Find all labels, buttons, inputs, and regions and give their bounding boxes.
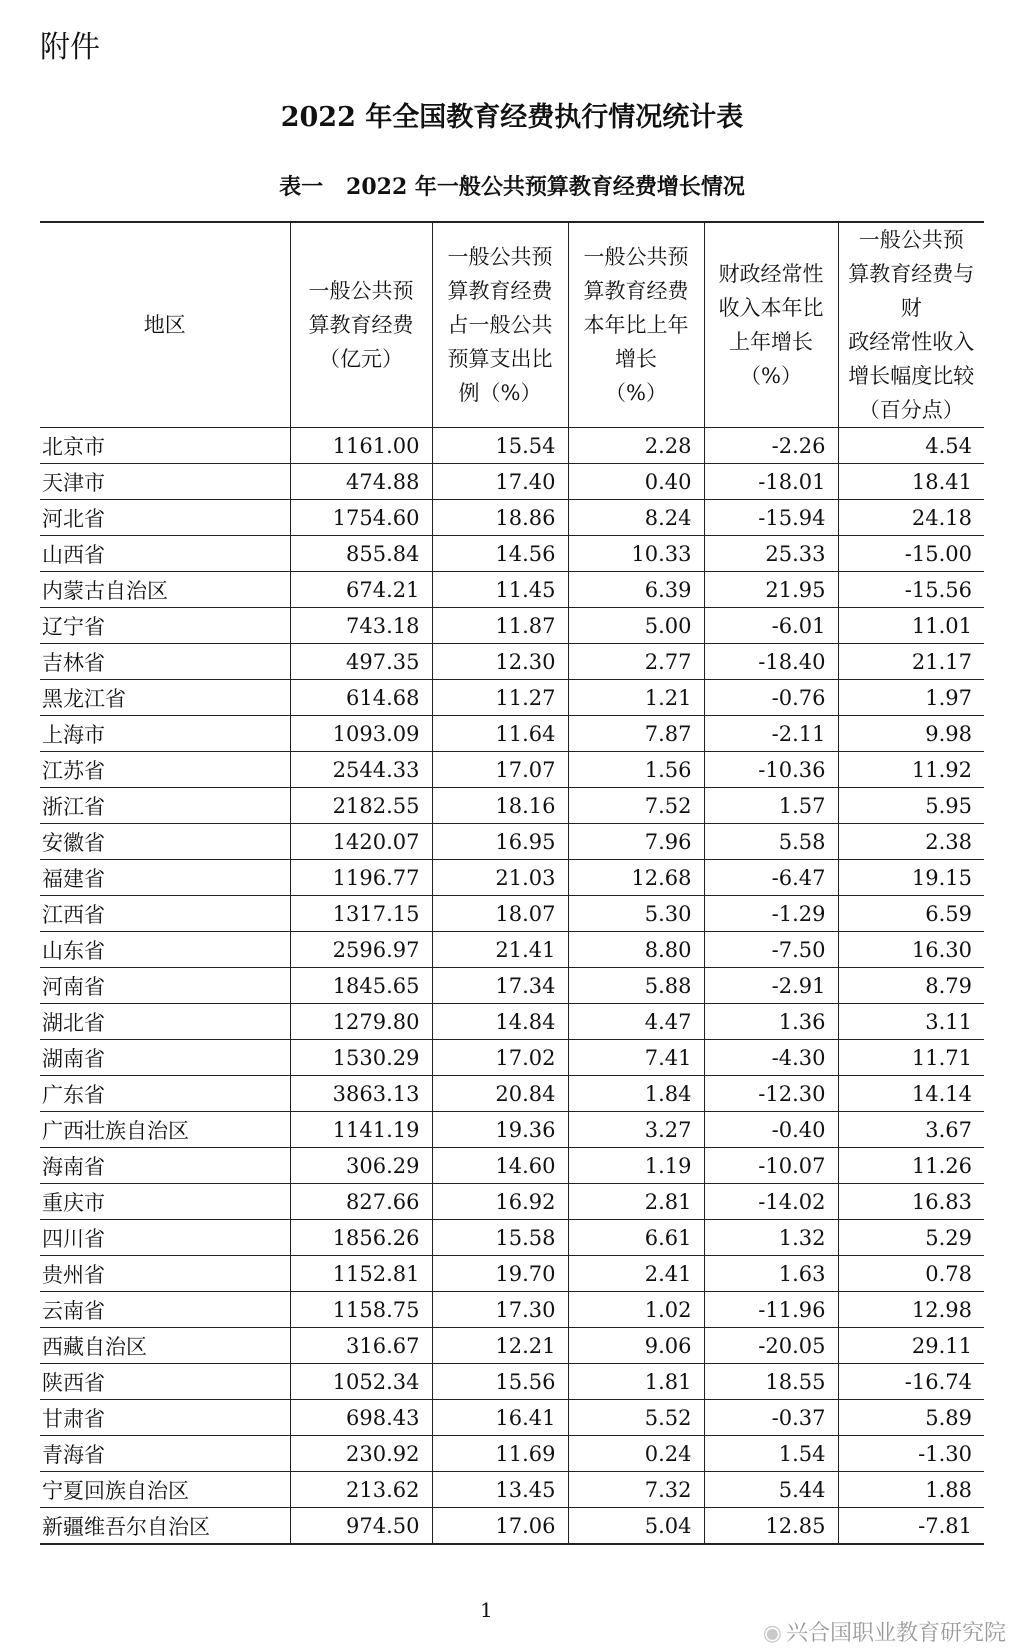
cell-budget-share: 15.56 (432, 1364, 568, 1400)
cell-growth-difference: 24.18 (838, 500, 984, 536)
cell-growth-difference: 4.54 (838, 428, 984, 464)
cell-budget-growth: 0.40 (568, 464, 704, 500)
cell-budget-growth: 2.77 (568, 644, 704, 680)
education-funding-table (40, 221, 984, 1545)
cell-revenue-growth: 21.95 (704, 572, 838, 608)
table-row (40, 536, 984, 572)
cell-revenue-growth: -4.30 (704, 1040, 838, 1076)
cell-revenue-growth: -18.40 (704, 644, 838, 680)
cell-growth-difference: 11.01 (838, 608, 984, 644)
cell-growth-difference: 21.17 (838, 644, 984, 680)
cell-growth-difference: 11.92 (838, 752, 984, 788)
cell-education-budget: 1420.07 (290, 824, 432, 860)
cell-budget-growth: 6.39 (568, 572, 704, 608)
cell-budget-growth: 2.81 (568, 1184, 704, 1220)
table-row (40, 1256, 984, 1292)
cell-budget-growth: 2.28 (568, 428, 704, 464)
watermark (763, 1616, 1006, 1647)
cell-region: 江苏省 (40, 752, 290, 788)
cell-region: 陕西省 (40, 1364, 290, 1400)
cell-budget-growth: 5.88 (568, 968, 704, 1004)
cell-budget-share: 20.84 (432, 1076, 568, 1112)
cell-budget-growth: 1.21 (568, 680, 704, 716)
cell-education-budget: 1052.34 (290, 1364, 432, 1400)
cell-budget-growth: 10.33 (568, 536, 704, 572)
table-row (40, 932, 984, 968)
cell-region: 广西壮族自治区 (40, 1112, 290, 1148)
cell-growth-difference: -16.74 (838, 1364, 984, 1400)
cell-budget-growth: 1.56 (568, 752, 704, 788)
header-budget-growth: 一般公共预 算教育经费 本年比上年 增长 （%） (568, 222, 704, 428)
cell-region: 浙江省 (40, 788, 290, 824)
cell-region: 内蒙古自治区 (40, 572, 290, 608)
table-row (40, 428, 984, 464)
table-row (40, 1184, 984, 1220)
cell-revenue-growth: -6.01 (704, 608, 838, 644)
header-revenue-growth: 财政经常性 收入本年比 上年增长 （%） (704, 222, 838, 428)
cell-revenue-growth: -2.11 (704, 716, 838, 752)
cell-revenue-growth: -0.76 (704, 680, 838, 716)
cell-growth-difference: 19.15 (838, 860, 984, 896)
cell-revenue-growth: -2.91 (704, 968, 838, 1004)
cell-region: 新疆维吾尔自治区 (42, 1514, 210, 1539)
cell-revenue-growth: 1.63 (704, 1256, 838, 1292)
cell-budget-share: 11.69 (432, 1436, 568, 1472)
cell-budget-share: 12.30 (432, 644, 568, 680)
cell-growth-difference: 0.78 (838, 1256, 984, 1292)
cell-budget-growth: 5.04 (568, 1508, 704, 1545)
cell-revenue-growth: -18.01 (704, 464, 838, 500)
cell-budget-growth: 7.87 (568, 716, 704, 752)
cell-budget-share: 14.60 (432, 1148, 568, 1184)
cell-growth-difference: 18.41 (838, 464, 984, 500)
cell-budget-growth: 1.81 (568, 1364, 704, 1400)
cell-budget-growth: 8.80 (568, 932, 704, 968)
cell-budget-share: 18.86 (432, 500, 568, 536)
cell-budget-growth: 5.00 (568, 608, 704, 644)
cell-budget-growth: 3.27 (568, 1112, 704, 1148)
cell-revenue-growth: 1.57 (704, 788, 838, 824)
cell-revenue-growth: -20.05 (704, 1328, 838, 1364)
cell-region: 上海市 (40, 716, 290, 752)
cell-growth-difference: 12.98 (838, 1292, 984, 1328)
cell-budget-share: 14.56 (432, 536, 568, 572)
cell-education-budget: 213.62 (290, 1472, 432, 1508)
cell-education-budget: 855.84 (290, 536, 432, 572)
cell-region: 海南省 (40, 1148, 290, 1184)
cell-region: 安徽省 (40, 824, 290, 860)
cell-budget-growth: 1.02 (568, 1292, 704, 1328)
weibo-icon: ◉ (762, 1621, 782, 1646)
cell-budget-growth: 9.06 (568, 1328, 704, 1364)
cell-budget-share: 18.16 (432, 788, 568, 824)
cell-region: 湖北省 (40, 1004, 290, 1040)
cell-education-budget: 1754.60 (290, 500, 432, 536)
cell-region: 重庆市 (40, 1184, 290, 1220)
table-row (40, 1076, 984, 1112)
cell-budget-share: 17.34 (432, 968, 568, 1004)
table-row (40, 1004, 984, 1040)
cell-region: 四川省 (40, 1220, 290, 1256)
table-row (40, 1112, 984, 1148)
cell-growth-difference: 11.71 (838, 1040, 984, 1076)
cell-budget-growth: 4.47 (568, 1004, 704, 1040)
cell-education-budget: 1161.00 (290, 428, 432, 464)
cell-revenue-growth: -14.02 (704, 1184, 838, 1220)
cell-budget-growth: 5.52 (568, 1400, 704, 1436)
cell-region: 广东省 (40, 1076, 290, 1112)
table-row (40, 680, 984, 716)
header-region: 地区 (40, 222, 290, 428)
cell-revenue-growth: 1.36 (704, 1004, 838, 1040)
table-row (40, 1472, 984, 1508)
cell-revenue-growth: -10.07 (704, 1148, 838, 1184)
cell-region: 辽宁省 (40, 608, 290, 644)
cell-education-budget: 698.43 (290, 1400, 432, 1436)
cell-budget-share: 17.07 (432, 752, 568, 788)
cell-revenue-growth: -1.29 (704, 896, 838, 932)
watermark-text: 兴合国职业教育研究院 (785, 1621, 1006, 1646)
cell-budget-share: 21.03 (432, 860, 568, 896)
cell-budget-share: 11.45 (432, 572, 568, 608)
cell-education-budget: 743.18 (290, 608, 432, 644)
cell-budget-growth: 7.96 (568, 824, 704, 860)
cell-revenue-growth: 1.32 (704, 1220, 838, 1256)
cell-region: 河南省 (40, 968, 290, 1004)
cell-growth-difference: 2.38 (838, 824, 984, 860)
table-row (40, 1040, 984, 1076)
cell-budget-share: 19.36 (432, 1112, 568, 1148)
cell-region: 云南省 (40, 1292, 290, 1328)
cell-education-budget: 2182.55 (290, 788, 432, 824)
table-row (40, 500, 984, 536)
table-row (40, 644, 984, 680)
cell-education-budget: 474.88 (290, 464, 432, 500)
cell-budget-share: 17.30 (432, 1292, 568, 1328)
cell-growth-difference: -1.30 (838, 1436, 984, 1472)
cell-growth-difference: -15.56 (838, 572, 984, 608)
cell-education-budget: 1856.26 (290, 1220, 432, 1256)
cell-budget-share: 12.21 (432, 1328, 568, 1364)
cell-growth-difference: 3.11 (838, 1004, 984, 1040)
cell-budget-share: 21.41 (432, 932, 568, 968)
cell-region: 山东省 (40, 932, 290, 968)
table-subtitle: 表一 2022 年一般公共预算教育经费增长情况 (279, 174, 745, 200)
cell-budget-share: 19.70 (432, 1256, 568, 1292)
cell-education-budget: 1196.77 (290, 860, 432, 896)
table-row (40, 896, 984, 932)
table-row (40, 716, 984, 752)
cell-budget-growth: 7.52 (568, 788, 704, 824)
cell-region: 山西省 (40, 536, 290, 572)
cell-budget-share: 15.54 (432, 428, 568, 464)
cell-growth-difference: 1.97 (838, 680, 984, 716)
cell-revenue-growth: -6.47 (704, 860, 838, 896)
cell-growth-difference: 5.29 (838, 1220, 984, 1256)
cell-budget-growth: 8.24 (568, 500, 704, 536)
header-budget-share: 一般公共预 算教育经费 占一般公共 预算支出比 例（%） (432, 222, 568, 428)
cell-budget-growth: 5.30 (568, 896, 704, 932)
table-row (40, 788, 984, 824)
cell-region: 北京市 (40, 428, 290, 464)
cell-region: 天津市 (40, 464, 290, 500)
page-number: 1 (480, 1598, 493, 1622)
cell-education-budget: 1530.29 (290, 1040, 432, 1076)
cell-region: 宁夏回族自治区 (40, 1472, 290, 1508)
table-row (40, 968, 984, 1004)
cell-education-budget: 674.21 (290, 572, 432, 608)
table-row (40, 1220, 984, 1256)
cell-growth-difference: 16.83 (838, 1184, 984, 1220)
cell-revenue-growth: 1.54 (704, 1436, 838, 1472)
cell-education-budget: 316.67 (290, 1328, 432, 1364)
cell-education-budget: 2544.33 (290, 752, 432, 788)
table-row (40, 1400, 984, 1436)
cell-education-budget: 974.50 (290, 1508, 432, 1545)
cell-growth-difference: 11.26 (838, 1148, 984, 1184)
cell-revenue-growth: -11.96 (704, 1292, 838, 1328)
table-row (40, 752, 984, 788)
table-row (40, 1436, 984, 1472)
cell-revenue-growth: 18.55 (704, 1364, 838, 1400)
cell-budget-share: 17.06 (432, 1508, 568, 1545)
cell-growth-difference: -7.81 (838, 1508, 984, 1545)
cell-budget-share: 16.92 (432, 1184, 568, 1220)
cell-region: 河北省 (40, 500, 290, 536)
cell-budget-share: 16.95 (432, 824, 568, 860)
cell-growth-difference: 8.79 (838, 968, 984, 1004)
cell-revenue-growth: -15.94 (704, 500, 838, 536)
cell-revenue-growth: -0.40 (704, 1112, 838, 1148)
table-row (40, 860, 984, 896)
cell-growth-difference: 16.30 (838, 932, 984, 968)
cell-budget-growth: 1.19 (568, 1148, 704, 1184)
cell-growth-difference: 29.11 (838, 1328, 984, 1364)
cell-budget-share: 13.45 (432, 1472, 568, 1508)
table-row (40, 464, 984, 500)
cell-revenue-growth: -12.30 (704, 1076, 838, 1112)
header-education-budget: 一般公共预 算教育经费 （亿元） (290, 222, 432, 428)
cell-region: 湖南省 (40, 1040, 290, 1076)
cell-education-budget: 614.68 (290, 680, 432, 716)
cell-budget-growth: 7.41 (568, 1040, 704, 1076)
cell-budget-growth: 0.24 (568, 1436, 704, 1472)
cell-education-budget: 1845.65 (290, 968, 432, 1004)
annex-label: 附件 (40, 30, 100, 65)
cell-education-budget: 1317.15 (290, 896, 432, 932)
cell-growth-difference: 5.89 (838, 1400, 984, 1436)
cell-region: 西藏自治区 (40, 1328, 290, 1364)
cell-education-budget: 827.66 (290, 1184, 432, 1220)
cell-region: 福建省 (40, 860, 290, 896)
cell-growth-difference: 14.14 (838, 1076, 984, 1112)
cell-budget-share: 18.07 (432, 896, 568, 932)
cell-revenue-growth: 25.33 (704, 536, 838, 572)
cell-growth-difference: 6.59 (838, 896, 984, 932)
cell-budget-share: 14.84 (432, 1004, 568, 1040)
cell-education-budget: 2596.97 (290, 932, 432, 968)
table-row (40, 824, 984, 860)
cell-education-budget: 1152.81 (290, 1256, 432, 1292)
cell-region: 甘肃省 (40, 1400, 290, 1436)
cell-growth-difference: -15.00 (838, 536, 984, 572)
cell-revenue-growth: 5.44 (704, 1472, 838, 1508)
table-header-row (40, 222, 984, 428)
table-row (40, 1328, 984, 1364)
cell-budget-growth: 1.84 (568, 1076, 704, 1112)
table-row (40, 608, 984, 644)
cell-education-budget: 497.35 (290, 644, 432, 680)
cell-budget-growth: 12.68 (568, 860, 704, 896)
cell-revenue-growth: 12.85 (704, 1508, 838, 1545)
cell-education-budget: 1279.80 (290, 1004, 432, 1040)
cell-growth-difference: 9.98 (838, 716, 984, 752)
header-growth-difference: 一般公共预 算教育经费与财 政经常性收入 增长幅度比较 （百分点） (838, 222, 984, 428)
cell-budget-share: 11.27 (432, 680, 568, 716)
cell-education-budget: 1093.09 (290, 716, 432, 752)
cell-budget-share: 16.41 (432, 1400, 568, 1436)
cell-revenue-growth: -10.36 (704, 752, 838, 788)
cell-region: 黑龙江省 (40, 680, 290, 716)
cell-budget-growth: 7.32 (568, 1472, 704, 1508)
cell-revenue-growth: -2.26 (704, 428, 838, 464)
table-row (40, 1148, 984, 1184)
cell-budget-share: 11.64 (432, 716, 568, 752)
table-row (40, 572, 984, 608)
table-row (40, 1292, 984, 1328)
cell-revenue-growth: -0.37 (704, 1400, 838, 1436)
cell-budget-share: 17.02 (432, 1040, 568, 1076)
cell-revenue-growth: -7.50 (704, 932, 838, 968)
cell-region: 吉林省 (40, 644, 290, 680)
cell-budget-share: 17.40 (432, 464, 568, 500)
cell-revenue-growth: 5.58 (704, 824, 838, 860)
cell-region: 青海省 (40, 1436, 290, 1472)
table-row (40, 1508, 984, 1545)
cell-budget-share: 11.87 (432, 608, 568, 644)
cell-growth-difference: 5.95 (838, 788, 984, 824)
table-row (40, 1364, 984, 1400)
cell-region: 贵州省 (40, 1256, 290, 1292)
cell-education-budget: 3863.13 (290, 1076, 432, 1112)
table-body (40, 428, 984, 1545)
cell-budget-growth: 2.41 (568, 1256, 704, 1292)
page-title: 2022 年全国教育经费执行情况统计表 (280, 102, 744, 133)
cell-education-budget: 1141.19 (290, 1112, 432, 1148)
cell-education-budget: 1158.75 (290, 1292, 432, 1328)
cell-budget-growth: 6.61 (568, 1220, 704, 1256)
cell-education-budget: 306.29 (290, 1148, 432, 1184)
cell-region: 江西省 (40, 896, 290, 932)
cell-growth-difference: 1.88 (838, 1472, 984, 1508)
cell-budget-share: 15.58 (432, 1220, 568, 1256)
cell-education-budget: 230.92 (290, 1436, 432, 1472)
cell-growth-difference: 3.67 (838, 1112, 984, 1148)
